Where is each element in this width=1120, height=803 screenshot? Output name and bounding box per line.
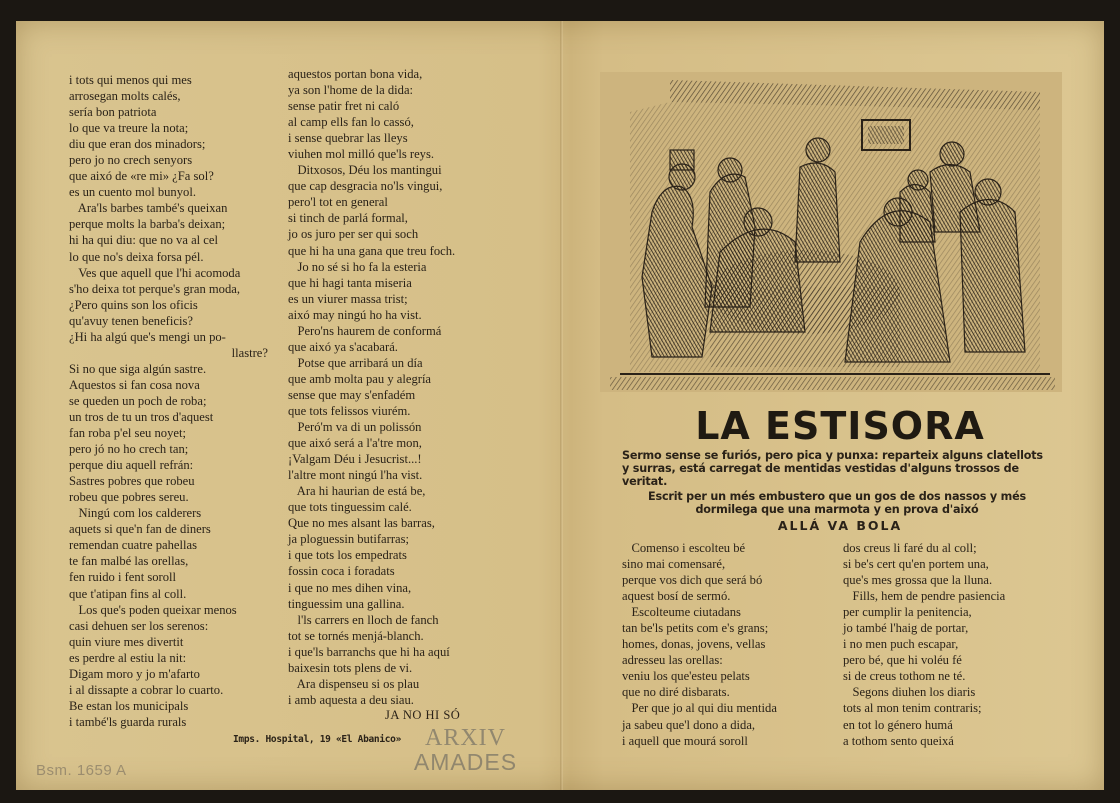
verse-line: si de creus tothom ne té. <box>843 669 966 684</box>
verse-line: Comenso i escolteu bé <box>622 541 746 555</box>
verse-line: que tots felissos viurém. <box>288 403 411 418</box>
verse-line: Ningú com los calderers <box>69 506 202 521</box>
verse-line: Pero'ns haurem de conformá <box>288 323 442 338</box>
verse-line: llastre? <box>231 345 268 360</box>
verse-line: ¿Hi ha algú que's mengi un po- <box>69 329 226 344</box>
verse-line: es un cuento mol bunyol. <box>69 185 196 200</box>
verse-line: Potse que arribará un día <box>288 355 423 370</box>
verse-line: que aixó de «re mi» ¿Fa sol? <box>69 169 214 184</box>
verse-line: es perdre al estiu la nit: <box>69 650 187 665</box>
verse-line: pero bé, que hi voléu fé <box>843 653 962 668</box>
verse-line: perque diu aquell refrán: <box>69 458 194 473</box>
verse-line: sense patir fret ni caló <box>288 99 400 114</box>
verse-line: i que'ls barranchs que hi ha aquí <box>288 644 450 659</box>
verse-line: quin viure mes divertit <box>69 634 184 649</box>
verse-line: que t'atipan fins al coll. <box>69 586 187 601</box>
verse-line: tinguessim una gallina. <box>288 596 405 611</box>
verse-line: lo que va treure la nota; <box>69 121 189 136</box>
verse-line: remendan cuatre pahellas <box>69 538 197 553</box>
verse-line: sino mai comensaré, <box>622 557 726 572</box>
verse-line: i al dissapte a cobrar lo cuarto. <box>69 682 224 697</box>
verse-line: l'ls carrers en lloch de fanch <box>288 612 439 627</box>
signoff: JA NO HI SÓ <box>385 708 461 722</box>
stamp-line-2: AMADES <box>413 749 518 775</box>
verse-line: fossin coca i foradats <box>288 564 395 579</box>
verse-line: es un viurer massa trist; <box>288 291 408 306</box>
verse-line: Escolteume ciutadans <box>622 605 741 620</box>
verse-line: perque vos dich que será bó <box>622 573 763 588</box>
verse-line: Be estan los municipals <box>69 698 189 713</box>
verse-line: i que tots los empedrats <box>288 548 407 563</box>
verse-line: qu'avuy tenen beneficis? <box>69 313 193 328</box>
broadsheet-title: LA ESTISORA <box>695 404 985 448</box>
verse-line: aquestos portan bona vida, <box>288 67 423 81</box>
verse-line: fan roba p'el seu noyet; <box>69 426 186 441</box>
verse-line: ja ploguessin butifarras; <box>288 532 410 547</box>
verse-line: te fan malbé las orellas, <box>69 554 189 569</box>
verse-line: veniu los que'esteu pelats <box>622 669 750 684</box>
verse-line: jo també l'haig de portar, <box>843 621 969 636</box>
verse-line: tots al mon tenim contraris; <box>843 701 982 716</box>
verse-line: i que no mes dihen vina, <box>288 580 412 595</box>
verse-line: ¿Pero quins son los oficis <box>69 297 198 312</box>
verse-line: sense que may s'enfadém <box>288 387 416 402</box>
stamp-line-1: ARXIV <box>425 725 506 751</box>
verse-line: s'ho deixa tot perque's gran moda, <box>69 281 241 296</box>
archive-stamp <box>408 726 523 782</box>
verse-line: i tots qui menos qui mes <box>69 73 192 87</box>
verse-line: l'altre mont ningú l'ha vist. <box>288 468 423 483</box>
verse-line: aixó may ningú ho ha vist. <box>288 307 422 322</box>
verse-line: si be's cert qu'en portem una, <box>843 557 989 572</box>
verse-line: diu que eran dos minadors; <box>69 137 206 152</box>
verse-line: Fills, hem de pendre pasiencia <box>843 589 1006 604</box>
verse-line: sería bon patriota <box>69 105 157 120</box>
author-line: Escrit per un més embustero que un gos de dos nassos y més dormilega que una marmota y en prova d'aixó <box>648 490 1026 517</box>
verse-line: ¡Valgam Déu i Jesucrist...! <box>288 452 422 467</box>
verse-line: dos creus li faré du al coll; <box>843 541 977 555</box>
verse-line: en tot lo género humá <box>843 717 953 732</box>
verse-line: aquest bosí de sermó. <box>622 589 731 604</box>
verse-line: al camp ells fan lo cassó, <box>288 115 414 130</box>
verse-line: tot se tornés menjá-blanch. <box>288 628 424 643</box>
verse-line: lo que no's deixa forsa pél. <box>69 249 204 264</box>
verse-line: un tros de tu un tros d'aquest <box>69 409 214 424</box>
verse-line: adresseu las orellas: <box>622 653 723 668</box>
verse-line: Per que jo al qui diu mentida <box>622 701 777 716</box>
verse-line: Segons diuhen los diaris <box>843 685 976 700</box>
verse-line: homes, donas, jovens, vellas <box>622 637 766 652</box>
verse-line: Ves que aquell que l'hi acomoda <box>69 265 241 280</box>
subtitle: Sermo sense se furiós, pero pica y punxa: reparteix alguns clatellots y surras, está carregat de mentidas vestidas d'alguns trossos de veritat. <box>622 449 1043 489</box>
left-page-column-2 <box>288 66 496 708</box>
verse-line: Que no mes alsant las barras, <box>288 516 435 531</box>
verse-line: a tothom sento queixá <box>843 733 954 748</box>
verse-line: fen ruido i fent soroll <box>69 570 177 585</box>
verse-line: casi dehuen ser los serenos: <box>69 618 209 633</box>
verse-line: pero jó no ho crech tan; <box>69 442 189 457</box>
verse-line: que hi ha una gana que treu foch. <box>288 243 456 258</box>
left-page-column-1 <box>69 72 274 730</box>
verse-line: viuhen mol milló que'ls reys. <box>288 147 435 162</box>
verse-line: aquets si que'n fan de diners <box>69 522 211 537</box>
printer-imprint: Imps. Hospital, 19 «El Abanico» <box>233 734 402 745</box>
verse-line: que amb molta pau y alegría <box>288 371 432 386</box>
verse-line: que's mes grossa que la lluna. <box>843 573 993 588</box>
verse-line: se queden un poch de roba; <box>69 393 207 408</box>
verse-line: jo os juro per ser qui soch <box>288 227 419 242</box>
right-page-column-1 <box>622 540 822 749</box>
verse-line: que cap desgracia no'ls vingui, <box>288 179 443 194</box>
verse-line: Aquestos si fan cosa nova <box>69 377 200 392</box>
center-fold <box>560 21 563 790</box>
call-number: Bsm. 1659 A <box>36 762 127 779</box>
verse-line: pero jo no crech senyors <box>69 153 193 168</box>
engraving-illustration <box>600 72 1062 392</box>
verse-line: ja sabeu que'l dono a dida, <box>622 717 756 732</box>
verse-line: i aquell que mourá soroll <box>622 733 748 748</box>
verse-line: Sastres pobres que robeu <box>69 474 195 489</box>
verse-line: i sense quebrar las lleys <box>288 131 408 146</box>
verse-line: Los que's poden queixar menos <box>69 602 237 617</box>
verse-line: si tinch de parlá formal, <box>288 211 408 226</box>
verse-line: i amb aquesta a deu siau. <box>288 692 414 707</box>
verse-line: Jo no sé si ho fa la esteria <box>288 259 427 274</box>
verse-line: Peró'm va di un polissón <box>288 420 422 435</box>
verse-line: per cumplir la penitencia, <box>843 605 972 620</box>
verse-line: i no men puch escapar, <box>843 637 959 652</box>
verse-line: perque molts la barba's deixan; <box>69 217 226 232</box>
right-page-column-2 <box>843 540 1048 749</box>
verse-line: arrosegan molts calés, <box>69 89 181 104</box>
verse-line: que tots tinguessim calé. <box>288 500 412 515</box>
verse-line: baixesin tots plens de vi. <box>288 660 413 675</box>
verse-line: ya son l'home de la dida: <box>288 83 414 98</box>
verse-line: Ara hi haurian de está be, <box>288 484 426 499</box>
verse-line: Si no que siga algún sastre. <box>69 361 207 376</box>
verse-line: que aixó ya s'acabará. <box>288 339 398 354</box>
verse-line: robeu que pobres sereu. <box>69 490 189 505</box>
verse-line: i també'ls guarda rurals <box>69 714 187 729</box>
verse-line: hi ha qui diu: que no va al cel <box>69 233 218 248</box>
verse-line: que no diré disbarats. <box>622 685 730 700</box>
motto: ALLÁ VA BOLA <box>777 518 903 533</box>
verse-line: Ara'ls barbes també's queixan <box>69 201 228 216</box>
verse-line: que hi hagi tanta miseria <box>288 275 412 290</box>
verse-line: que aixó será a l'a'tre mon, <box>288 436 422 451</box>
verse-line: tan be'ls petits com e's grans; <box>622 621 769 636</box>
verse-line: Ditxosos, Déu los mantingui <box>288 163 442 178</box>
verse-line: Digam moro y jo m'afarto <box>69 666 200 681</box>
verse-line: Ara dispenseu si os plau <box>288 676 420 691</box>
verse-line: pero'l tot en general <box>288 195 388 210</box>
